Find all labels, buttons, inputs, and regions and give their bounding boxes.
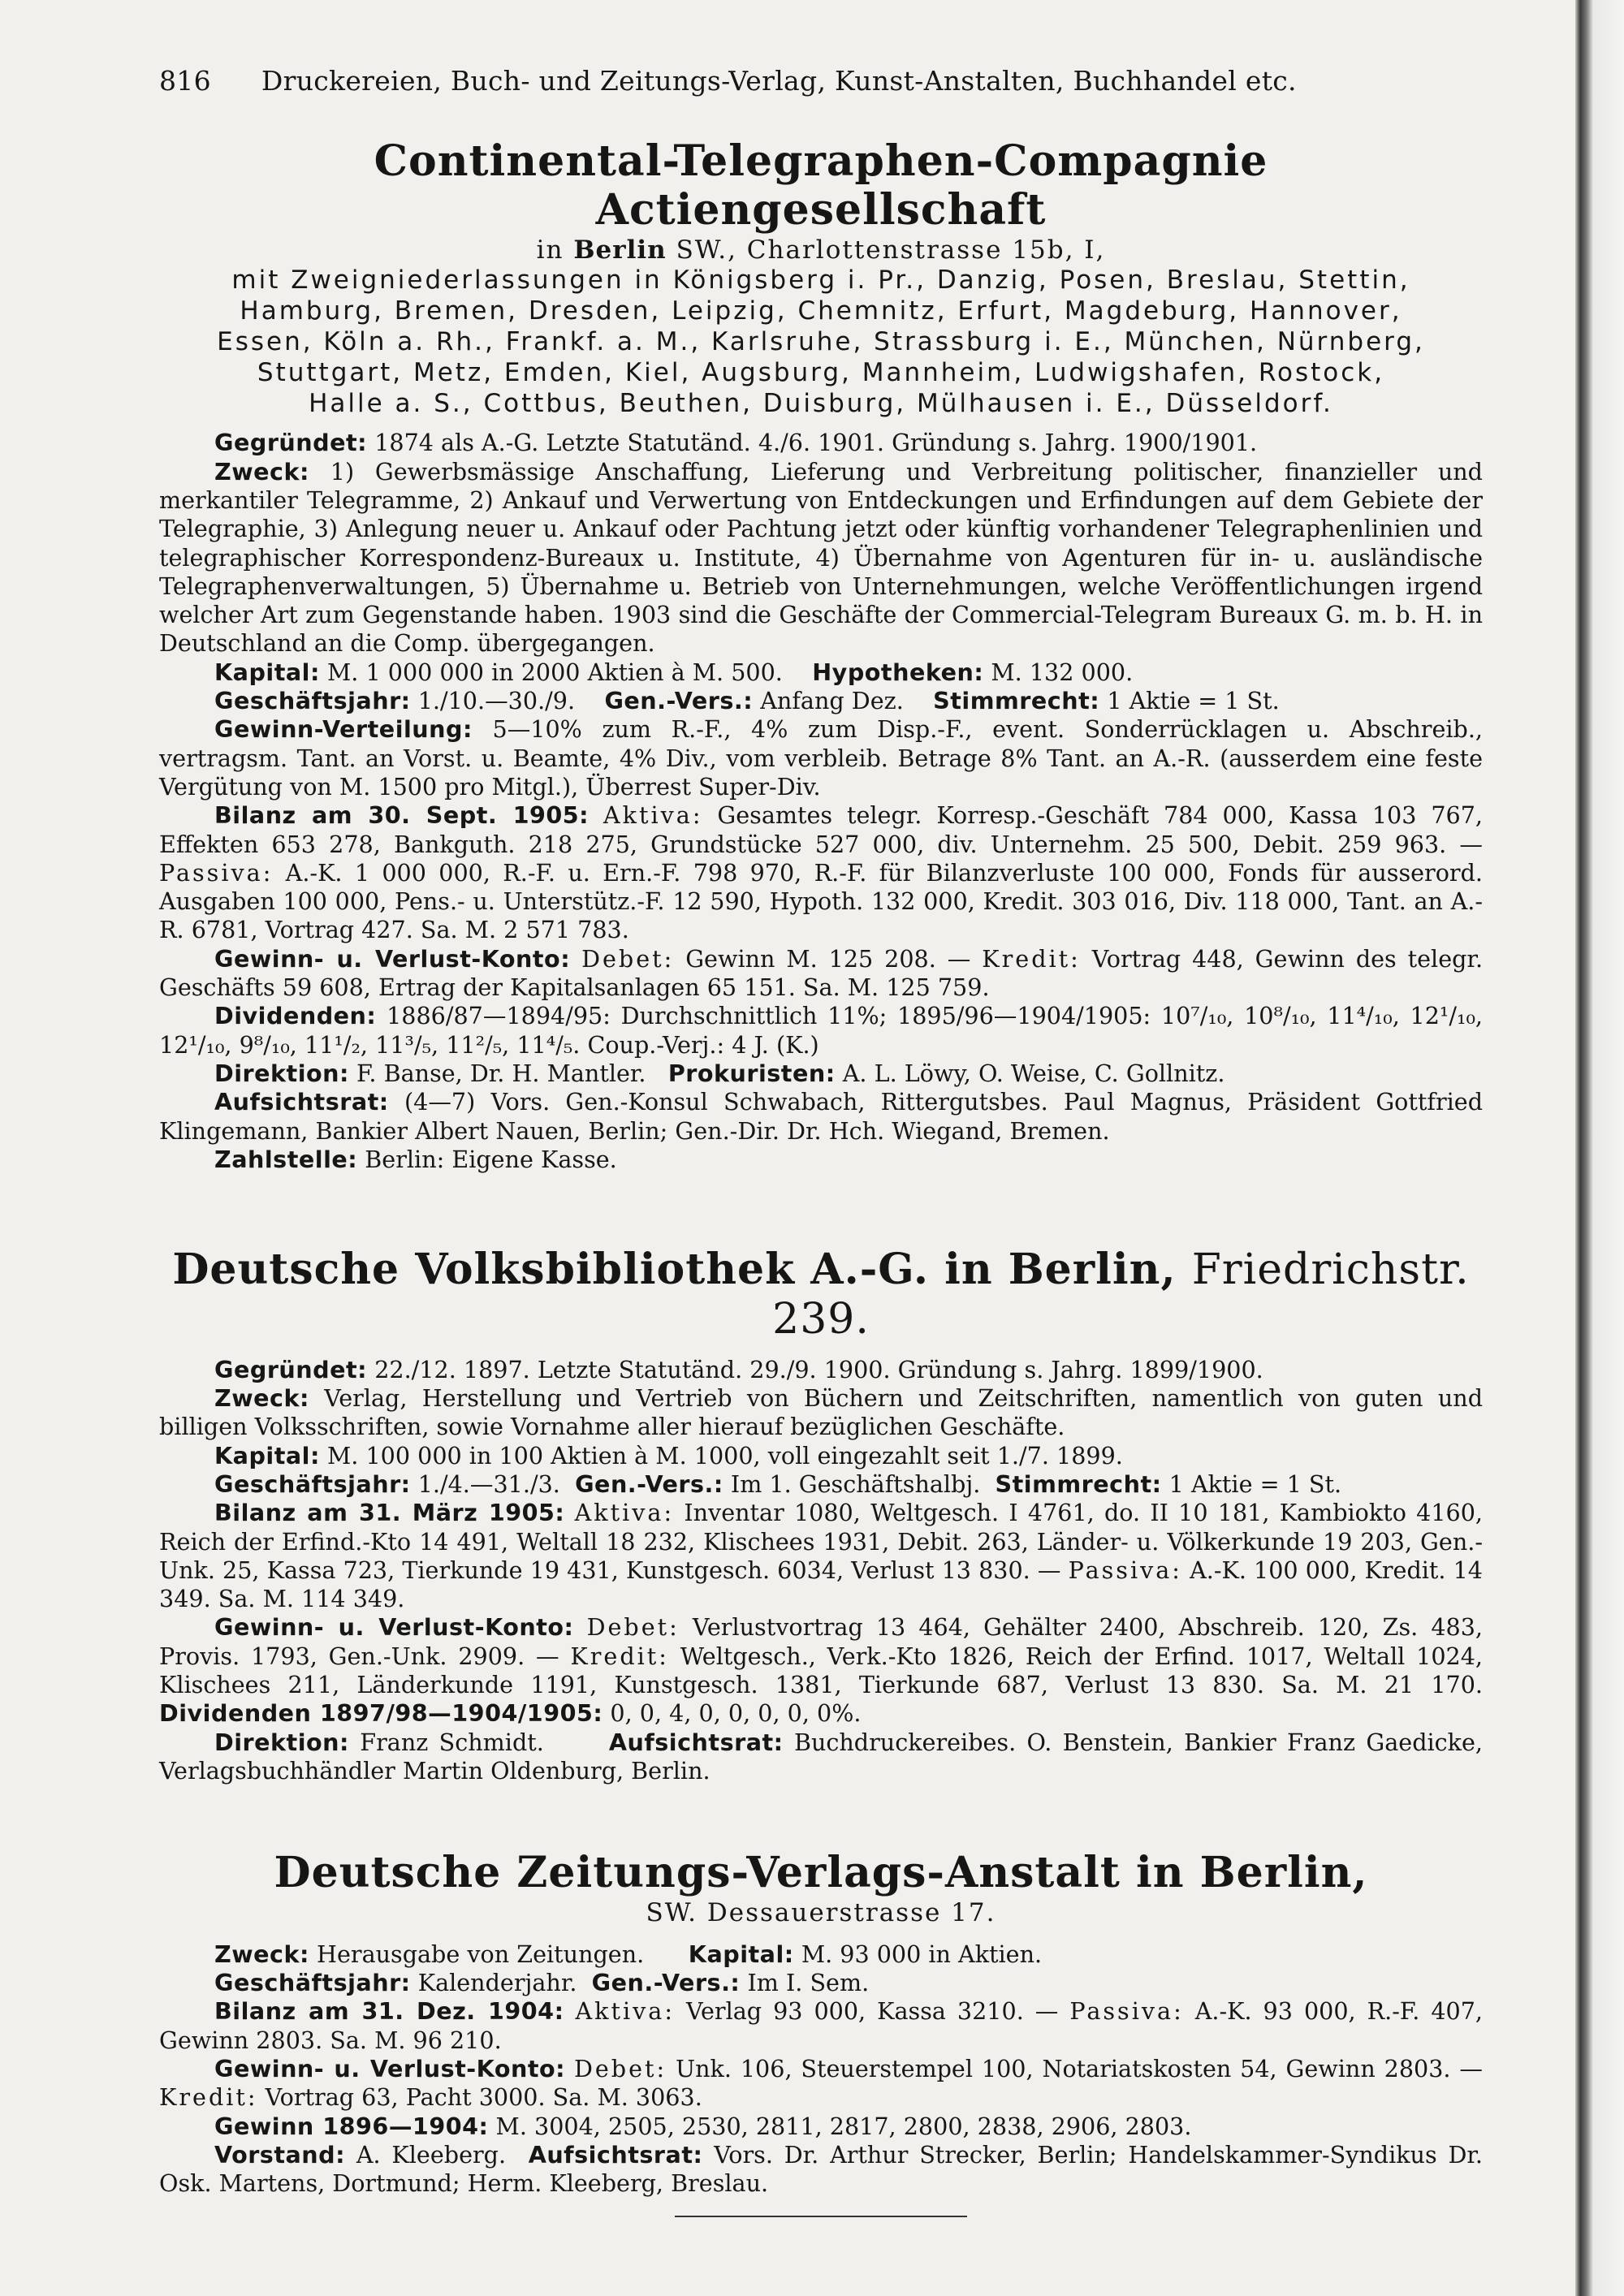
entry2-title-address: Friedrichstr. 239.: [772, 1245, 1470, 1344]
entry3-geschaeftsjahr: Geschäftsjahr: Kalenderjahr. Gen.-Vers.: Im I. Sem.: [214, 1969, 870, 1997]
entry3-vorstand: Vorstand: A. Kleeberg. Aufsichtsrat: Vors. Dr. Arthur Strecker, Berlin; Handelskammer-Syndikus Dr. Osk. Martens, Dortmund; Herm. Kleeberg, Breslau.: [159, 2140, 1483, 2198]
branch-line: Hamburg, Bremen, Dresden, Leipzig, Chemnitz, Erfurt, Magdeburg, Hannover,: [240, 296, 1402, 326]
entry1-dividenden: Dividenden: 1886/87—1894/95: Durchschnittlich 11%; 1895/96—1904/1905: 10⁷/₁₀, 10⁸/₁₀, 11⁴/₁₀, 12¹/₁₀, 12¹/₁₀, 9⁸/₁₀, 11¹/₂, 11³/₅, 11²/₅, 11⁴/₅. Coup.-Verj.: 4 J. (K.): [159, 1002, 1483, 1059]
branch-line: mit Zweigniederlassungen in Königsberg i. Pr., Danzig, Posen, Breslau, Stettin,: [231, 265, 1410, 296]
entry1-geschaeftsjahr: Geschäftsjahr: 1./10.—30./9. Gen.-Vers.: Anfang Dez. Stimmrecht: 1 Aktie = 1 St.: [214, 687, 1280, 715]
entry1-kapital: Kapital: M. 1 000 000 in 2000 Aktien à M. 500. Hypotheken: M. 132 000.: [214, 658, 1134, 686]
entry2-bilanz: Bilanz am 31. März 1905: Aktiva: Inventar 1080, Weltgesch. I 4761, do. II 10 181, Kambiokto 4160, Reich der Erfind.-Kto 14 491, Weltall 18 232, Klischees 1931, Debit. 263, Länder- u. Völkerkunde 19 203, Gen.-Unk. 25, Kassa 723, Tierkunde 19 431, Kunstgesch. 6034, Verlust 13 830. — Passiva: A.-K. 100 000, Kredit. 14 349. Sa. M. 114 349.: [159, 1499, 1484, 1613]
entry3-gewinn: Gewinn 1896—1904: M. 3004, 2505, 2530, 2811, 2817, 2800, 2838, 2906, 2803.: [214, 2112, 1192, 2140]
page-edge-shadow: [1575, 0, 1624, 2296]
branch-line: Stuttgart, Metz, Emden, Kiel, Augsburg, Mannheim, Ludwigshafen, Rostock,: [257, 357, 1385, 387]
entry2-kapital: Kapital: M. 100 000 in 100 Aktien à M. 1000, voll eingezahlt seit 1./7. 1899.: [214, 1441, 1123, 1470]
entry2-geschaeftsjahr: Geschäftsjahr: 1./4.—31./3. Gen.-Vers.: Im 1. Geschäftshalbj. Stimmrecht: 1 Aktie = 1 St.: [214, 1470, 1342, 1498]
entry1-seat-city: Berlin: [573, 235, 667, 265]
entry3-bilanz: Bilanz am 31. Dez. 1904: Aktiva: Verlag 93 000, Kassa 3210. — Passiva: A.-K. 93 000, R.-F. 407, Gewinn 2803. Sa. M. 96 210.: [159, 1997, 1484, 2054]
entry3-guv: Gewinn- u. Verlust-Konto: Debet: Unk. 106, Steuerstempel 100, Notariatskosten 54, Gewinn 2803. — Kredit: Vortrag 63, Pacht 3000. Sa. M. 3063.: [159, 2054, 1483, 2112]
entry-continental-telegraphen: [159, 137, 1483, 1174]
branch-line: Essen, Köln a. Rh., Frankf. a. M., Karlsruhe, Strassburg i. E., München, Nürnberg,: [217, 326, 1425, 356]
entry1-guv: Gewinn- u. Verlust-Konto: Debet: Gewinn M. 125 208. — Kredit: Vortrag 448, Gewinn des telegr. Geschäfts 59 608, Ertrag der Kapitalsanlagen 65 151. Sa. M. 125 759.: [159, 944, 1484, 1002]
running-head-title: Druckereien, Buch- und Zeitungs-Verlag, Kunst-Anstalten, Buchhandel etc.: [261, 65, 1297, 97]
entry1-title: Continental-Telegraphen-Compagnie Actiengesellschaft: [374, 136, 1268, 235]
entry3-address: SW. Dessauerstrasse 17.: [646, 1897, 996, 1927]
page-number: 816: [159, 65, 211, 97]
entry1-seat: in Berlin SW., Charlottenstrasse 15b, I,: [536, 235, 1106, 265]
entry2-title: Deutsche Volksbibliothek A.-G. in Berlin, Friedrichstr. 239.: [172, 1245, 1470, 1344]
entry3-title: Deutsche Zeitungs-Verlags-Anstalt in Berlin,: [274, 1848, 1368, 1898]
entry-deutsche-zeitungs-verlags-anstalt: [159, 1849, 1483, 2217]
entry3-zweck: Zweck: Herausgabe von Zeitungen. Kapital: M. 93 000 in Aktien.: [214, 1940, 1043, 1968]
entry-deutsche-volksbibliothek: [159, 1245, 1483, 1785]
entry1-seat-address: SW., Charlottenstrasse 15b, I,: [676, 235, 1106, 265]
entry1-zweck: Zweck: 1) Gewerbsmässige Anschaffung, Lieferung und Verbreitung politischer, finanzieller und merkantiler Telegramme, 2) Ankauf und Verwertung von Entdeckungen und Erfindungen auf dem Gebiete der Telegraphie, 3) Anlegung neuer u. Ankauf oder Pachtung jetzt oder künftig vorhandener Telegraphenlinien und telegraphischer Korrespondenz-Bureaux u. Institute, 4) Übernahme von Agenturen für in- u. ausländische Telegraphenverwaltungen, 5) Übernahme u. Betrieb von Unternehmungen, welche Veröffentlichungen irgend welcher Art zum Gegenstande haben. 1903 sind die Geschäfte der Commercial-Telegram Bureaux G. m. b. H. in Deutschland an die Comp. übergegangen.: [159, 457, 1483, 658]
entry1-bilanz: Bilanz am 30. Sept. 1905: Aktiva: Gesamtes telegr. Korresp.-Geschäft 784 000, Kassa 103 767, Effekten 653 278, Bankguth. 218 275, Grundstücke 527 000, div. Unternehm. 25 500, Debit. 259 963. — Passiva: A.-K. 1 000 000, R.-F. u. Ern.-F. 798 970, R.-F. für Bilanzverluste 100 000, Fonds für ausserord. Ausgaben 100 000, Pens.- u. Unterstütz.-F. 12 590, Hypoth. 132 000, Kredit. 303 016, Div. 118 000, Tant. an A.-R. 6781, Vortrag 427. Sa. M. 2 571 783.: [159, 801, 1483, 944]
entry1-aufsichtsrat: Aufsichtsrat: (4—7) Vors. Gen.-Konsul Schwabach, Rittergutsbes. Paul Magnus, Präsident Gottfried Klingemann, Bankier Albert Nauen, Berlin; Gen.-Dir. Dr. Hch. Wiegand, Bremen.: [159, 1088, 1483, 1145]
entry1-gegruendet: Gegründet: 1874 als A.-G. Letzte Statutänd. 4./6. 1901. Gründung s. Jahrg. 1900/1901.: [214, 429, 1258, 457]
entry2-zweck: Zweck: Verlag, Herstellung und Vertrieb von Büchern und Zeitschriften, namentlich von guten und billigen Volksschriften, sowie Vornahme aller hierauf bezüglichen Geschäfte.: [159, 1384, 1483, 1441]
closing-rule: [675, 2216, 967, 2217]
entry1-zahlstelle: Zahlstelle: Berlin: Eigene Kasse.: [214, 1145, 617, 1173]
entry1-direktion: Direktion: F. Banse, Dr. H. Mantler. Prokuristen: A. L. Löwy, O. Weise, C. Gollnitz.: [214, 1059, 1225, 1087]
entry1-gewinnverteilung: Gewinn-Verteilung: 5—10% zum R.-F., 4% zum Disp.-F., event. Sonderrücklagen u. Abschreib., vertragsm. Tant. an Vorst. u. Beamte, 4% Div., vom verbleib. Betrage 8% Tant. an A.-R. (ausserdem eine feste Vergütung von M. 1500 pro Mitgl.), Überrest Super-Div.: [159, 715, 1483, 801]
branch-line: Halle a. S., Cottbus, Beuthen, Duisburg, Mülhausen i. E., Düsseldorf.: [309, 388, 1333, 418]
entry2-guv: Gewinn- u. Verlust-Konto: Debet: Verlustvortrag 13 464, Gehälter 2400, Abschreib. 120, Zs. 483, Provis. 1793, Gen.-Unk. 2909. — Kredit: Weltgesch., Verk.-Kto 1826, Reich der Erfind. 1017, Weltall 1024, Klischees 211, Länderkunde 1191, Kunstgesch. 1381, Tierkunde 687, Verlust 13 830. Sa. M. 21 170. Dividenden 1897/98—1904/1905: 0, 0, 4, 0, 0, 0, 0, 0%.: [159, 1613, 1483, 1728]
entry2-gegruendet: Gegründet: 22./12. 1897. Letzte Statutänd. 29./9. 1900. Gründung s. Jahrg. 1899/1900.: [214, 1355, 1263, 1383]
running-head: [159, 65, 1483, 97]
page: [159, 65, 1483, 2217]
entry2-direktion: Direktion: Franz Schmidt. Aufsichtsrat: Buchdruckereibes. O. Benstein, Bankier Franz Gaedicke, Verlagsbuchhändler Martin Oldenburg, Berlin.: [159, 1728, 1483, 1785]
entry1-branches: [159, 265, 1483, 419]
